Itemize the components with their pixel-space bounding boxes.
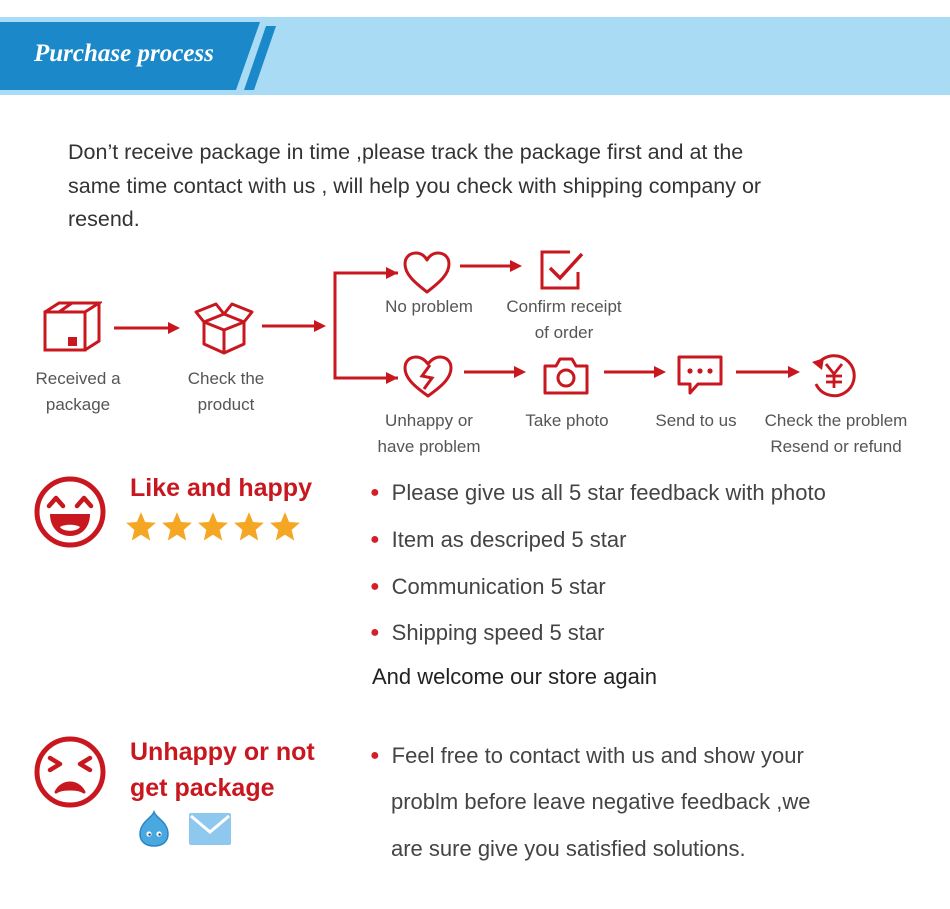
step-no-problem-label: No problem	[385, 297, 473, 316]
flow-arrow	[736, 364, 800, 380]
step-photo-label: Take photo	[525, 411, 609, 430]
star-icon	[196, 510, 230, 544]
chat-bubble-icon[interactable]	[134, 810, 174, 848]
flow-arrow	[464, 364, 526, 380]
intro-text: Don’t receive package in time ,please track the package first and at the same time contact with us , will help you check with shipping company or resend.	[68, 140, 762, 231]
unhappy-heading-line1: Unhappy or not	[130, 738, 315, 766]
feedback-bullet: ● Item as descriped 5 star	[370, 527, 627, 552]
star-icon	[268, 510, 302, 544]
star-icon	[160, 510, 194, 544]
refund-icon	[808, 350, 858, 400]
flow-arrow	[604, 364, 666, 380]
contact-text-line2: problm before leave negative feedback ,we	[391, 789, 811, 814]
flow-arrow	[262, 318, 326, 334]
camera-icon	[542, 356, 590, 396]
box-icon	[42, 300, 102, 354]
welcome-text: And welcome our store again	[372, 664, 657, 689]
contact-bullet: ● Feel free to contact with us and show your	[370, 743, 804, 768]
star-icon	[232, 510, 266, 544]
five-star-rating	[124, 510, 302, 544]
branch-arrow	[332, 262, 398, 388]
open-box-icon	[194, 298, 254, 356]
page-title: Purchase process	[34, 40, 214, 67]
broken-heart-icon	[402, 354, 454, 400]
step-resolve-label: Check the problem Resend or refund	[764, 411, 908, 456]
checkbox-icon	[538, 248, 584, 292]
happy-heading: Like and happy	[130, 474, 312, 502]
star-icon	[124, 510, 158, 544]
envelope-icon[interactable]	[188, 812, 232, 846]
contact-text-line3: are sure give you satisfied solutions.	[391, 836, 746, 861]
feedback-bullet: ● Please give us all 5 star feedback with photo	[370, 480, 826, 505]
step-send-label: Send to us	[655, 411, 737, 430]
step-received-label: Received a package	[35, 369, 121, 414]
unhappy-heading-line2: get package	[130, 774, 275, 802]
sad-face-icon	[34, 736, 106, 808]
heart-icon	[402, 250, 452, 296]
flow-arrow	[460, 258, 522, 274]
step-confirm-label: Confirm receipt of order	[506, 297, 622, 342]
feedback-bullet: ● Communication 5 star	[370, 574, 606, 599]
happy-face-icon	[34, 476, 106, 548]
step-check-label: Check the product	[187, 369, 265, 414]
feedback-bullet: ● Shipping speed 5 star	[370, 620, 605, 645]
step-unhappy-label: Unhappy or have problem	[377, 411, 481, 456]
chat-icon	[676, 354, 724, 398]
flow-arrow	[114, 320, 180, 336]
